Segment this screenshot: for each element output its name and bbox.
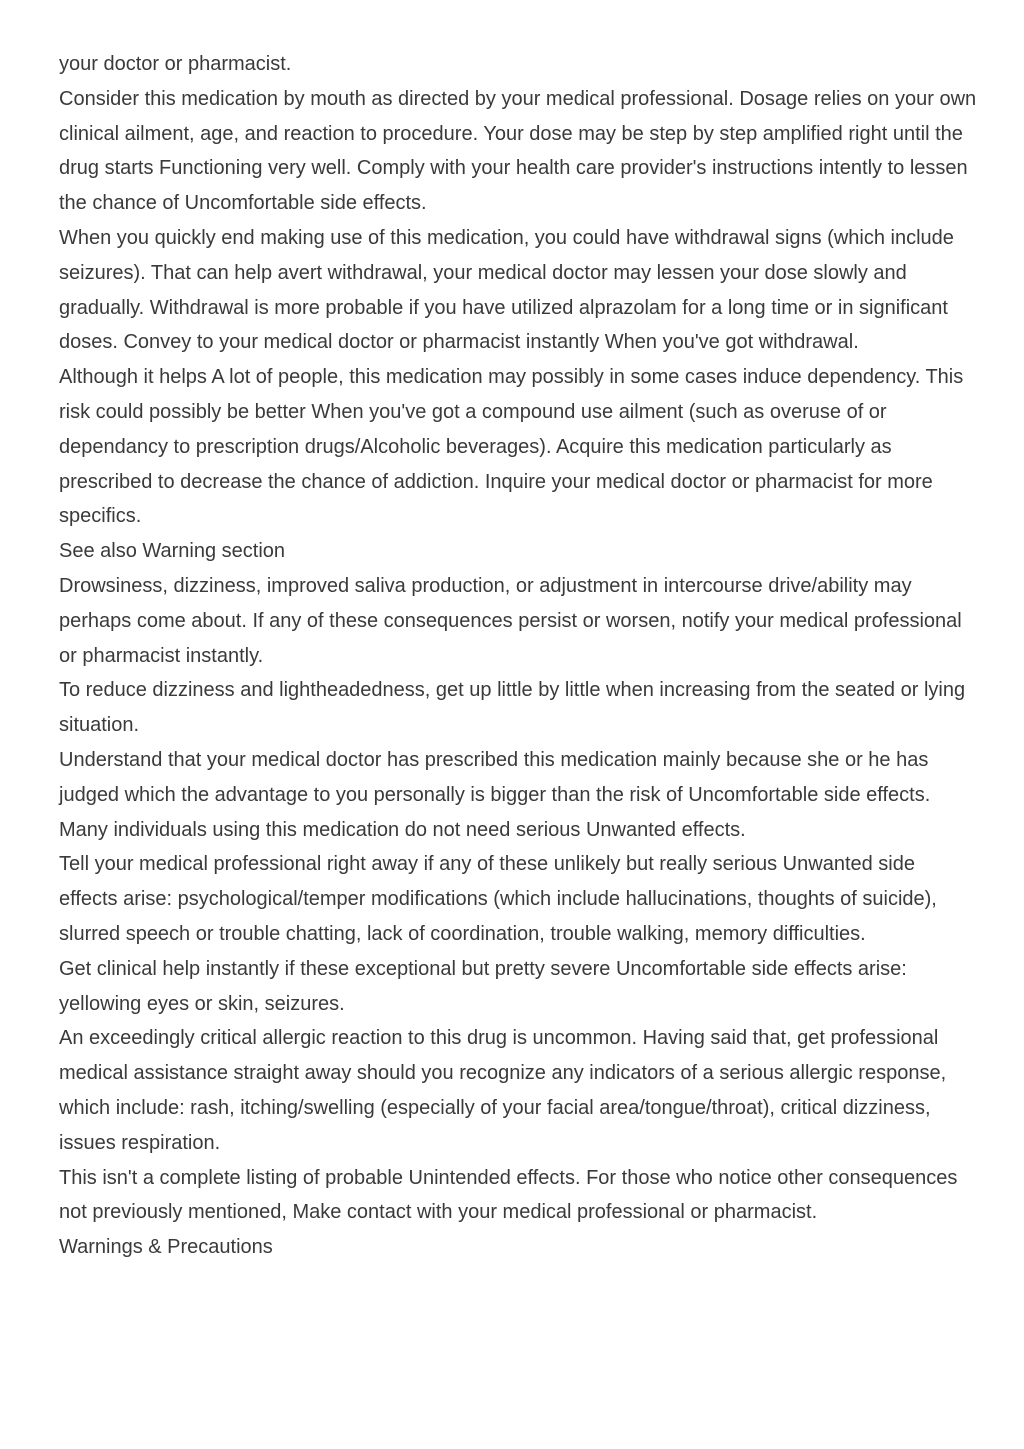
paragraph-dosage: Consider this medication by mouth as directed by your medical professional. Dosage relies on your own clinical ailment, age, and reaction to procedure. Your dose may be step by step amplified right until the drug starts Functioning very well. Comply with your health care provider's instructions intently to lessen the chance of Uncomfortable side effects. bbox=[59, 87, 977, 215]
paragraph-withdrawal: When you quickly end making use of this medication, you could have withdrawal signs (which include seizures). That can help avert withdrawal, your medical doctor may lessen your dose slowly and gradually. Withdrawal is more probable if you have utilized alprazolam for a long time or in significant doses. Convey to your medical doctor or pharmacist instantly When you've got withdrawal. bbox=[59, 226, 954, 354]
document-body bbox=[59, 47, 979, 1265]
paragraph-clinical-help: Get clinical help instantly if these exceptional but pretty severe Uncomfortable side effects arise: yellowing eyes or skin, seizures. bbox=[59, 957, 907, 1015]
paragraph-see-also: See also Warning section bbox=[59, 540, 286, 563]
paragraph-allergic-reaction: An exceedingly critical allergic reaction to this drug is uncommon. Having said that, get professional medical assistance straight away should you recognize any indicators of a serious allergic response, which include: rash, itching/swelling (especially of your facial area/tongue/throat), critical dizziness, issues respiration. bbox=[59, 1027, 947, 1154]
paragraph-dependency: Although it helps A lot of people, this medication may possibly in some cases induce dependency. This risk could possibly be better When you've got a compound use ailment (such as overuse of or dependancy to prescription drugs/Alcoholic beverages). Acquire this medication particularly as prescribed to decrease the chance of addiction. Inquire your medical doctor or pharmacist for more specifics. bbox=[59, 366, 964, 528]
paragraph-incomplete-listing: This isn't a complete listing of probable Unintended effects. For those who notice other consequences not previously mentioned, Make contact with your medical professional or pharmacist. bbox=[59, 1166, 958, 1224]
paragraph-benefit-risk: Understand that your medical doctor has prescribed this medication mainly because she or he has judged which the advantage to you personally is bigger than the risk of Uncomfortable side effects. Many individuals using this medication do not need serious Unwanted effects. bbox=[59, 748, 931, 841]
paragraph-side-effects: Drowsiness, dizziness, improved saliva production, or adjustment in intercourse drive/ability may perhaps come about. If any of these consequences persist or worsen, notify your medical professional or pharmacist instantly. bbox=[59, 574, 962, 667]
paragraph-serious-effects: Tell your medical professional right away if any of these unlikely but really serious Unwanted side effects arise: psychological/temper modifications (which include hallucinations, thoughts of suicide), slurred speech or trouble chatting, lack of coordination, trouble walking, memory difficulties. bbox=[59, 853, 937, 945]
section-heading-warnings: Warnings & Precautions bbox=[59, 1236, 273, 1259]
paragraph-dizziness: To reduce dizziness and lightheadedness, get up little by little when increasing from the seated or lying situation. bbox=[59, 679, 966, 737]
paragraph-continuation: your doctor or pharmacist. bbox=[59, 53, 292, 75]
